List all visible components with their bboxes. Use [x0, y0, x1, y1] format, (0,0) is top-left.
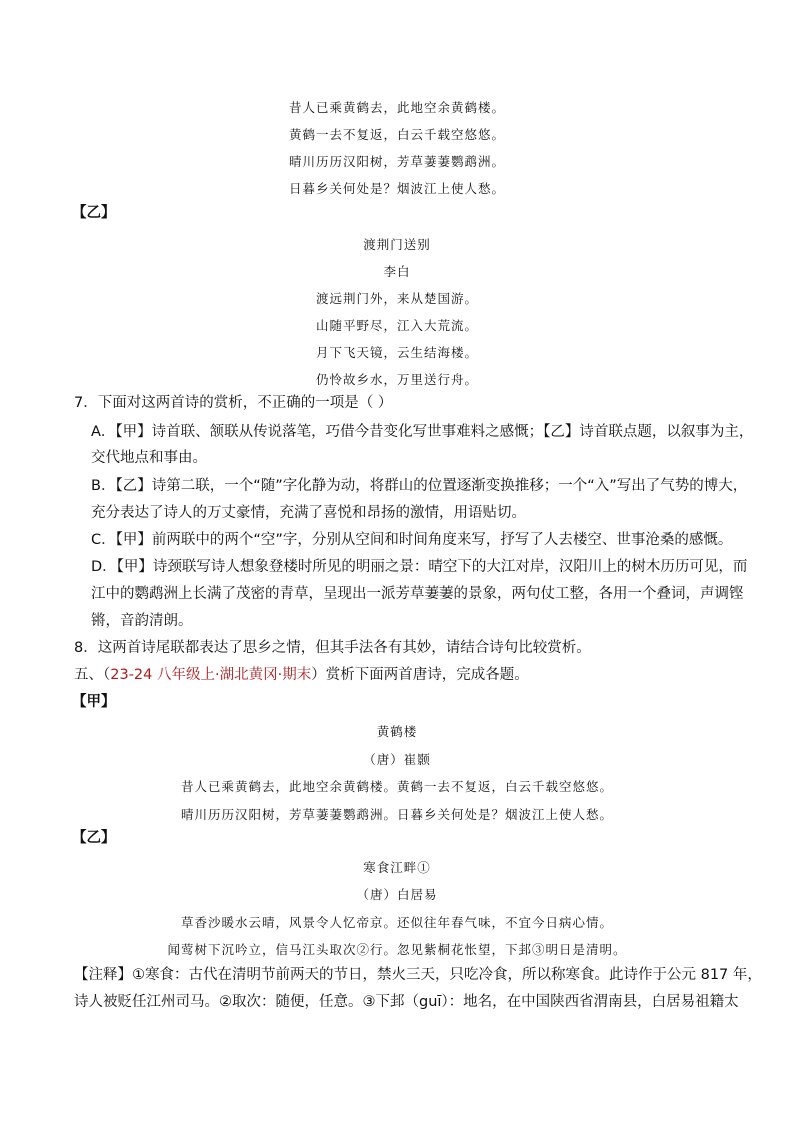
poem-line: 渡远荆门外，来从楚国游。 [315, 291, 478, 306]
poem-line: 昔人已乘黄鹤去，此地空余黄鹤楼。黄鹤一去不复返，白云千载空悠悠。 [180, 779, 613, 794]
section-5-heading [74, 668, 529, 683]
notes-line: 【注释】①寒食：古代在清明节前两天的节日，禁火三天，只吃冷食，所以称寒食。此诗作于公元 817 年， [74, 967, 762, 983]
poem-line: 草香沙暖水云晴，风景令人忆帝京。还似往年春气味，不宜今日病心情。 [180, 915, 613, 930]
poem-line: 闻莺树下沉吟立，信马江头取次②行。忽见紫桐花怅望，下邽③明日是清明。 [167, 942, 627, 957]
poem-line: 黄鹤一去不复返，白云千载空悠悠。 [288, 127, 505, 142]
option-b-line: B．【乙】诗第二联，一个“随”字化静为动，将群山的位置逐渐变换推移；一个“入”写出了气势的博大， [91, 478, 748, 494]
question-7-stem: 7．下面对这两首诗的赏析，不正确的一项是（ ） [74, 395, 393, 411]
poem-line: 月下飞天镜，云生结海楼。 [315, 345, 478, 360]
poem-line: 仍怜故乡水，万里送行舟。 [315, 372, 478, 387]
section-suffix: ）赏析下面两首唐诗，完成各题。 [311, 667, 529, 683]
option-a-line: A．【甲】诗首联、颔联从传说落笔，巧借今昔变化写世事难料之感慨；【乙】诗首联点题，以叙事为主， [91, 424, 754, 440]
section-prefix: 五、（ [74, 667, 111, 683]
poem-line: 昔人已乘黄鹤去，此地空余黄鹤楼。 [288, 100, 505, 115]
source-tag: 23-24 八年级上·湖北黄冈·期末 [110, 667, 312, 683]
label-yi: 【乙】 [72, 205, 116, 221]
option-b-line: 充分表达了诗人的万丈豪情，充满了喜悦和昂扬的激情，用语贴切。 [91, 505, 526, 521]
poem-author: （唐）白居易 [356, 887, 438, 902]
poem-author: （唐）崔颢 [363, 752, 431, 767]
poem-title: 寒食江畔① [363, 860, 431, 875]
poem-line: 晴川历历汉阳树，芳草萋萋鹦鹉洲。 [288, 154, 505, 169]
poem-line: 日暮乡关何处是？烟波江上使人愁。 [288, 181, 505, 196]
question-8: 8．这两首诗尾联都表达了思乡之情，但其手法各有其妙，请结合诗句比较赏析。 [74, 640, 591, 656]
poem-line: 晴川历历汉阳树，芳草萋萋鹦鹉洲。日暮乡关何处是？烟波江上使人愁。 [180, 807, 613, 822]
poem-title: 黄鹤楼 [376, 724, 418, 739]
poem-title: 渡荆门送别 [363, 237, 431, 252]
poem-author: 李白 [383, 264, 411, 279]
notes-line: 诗人被贬任江州司马。②取次：随便，任意。③下邽（guī）：地名，在中国陕西省渭南县，白居易祖籍太 [74, 994, 739, 1010]
option-c-line: C．【甲】前两联中的两个“空”字，分别从空间和时间角度来写，抒写了人去楼空、世事沧桑的感慨。 [91, 532, 733, 548]
option-d-line: D．【甲】诗颈联写诗人想象登楼时所见的明丽之景：晴空下的大江对岸，汉阳川上的树木历历可见，而 [91, 559, 748, 575]
poem-line: 山随平野尽，江入大荒流。 [315, 318, 478, 333]
label-yi: 【乙】 [72, 830, 116, 846]
option-d-line: 锵，音韵清朗。 [91, 613, 193, 629]
option-d-line: 江中的鹦鹉洲上长满了茂密的青草，呈现出一派芳草萋萋的景象，两句仗工整，各用一个叠词，声调铿 [91, 586, 744, 602]
option-a-line: 交代地点和事由。 [91, 450, 207, 466]
label-jia: 【甲】 [72, 694, 116, 710]
